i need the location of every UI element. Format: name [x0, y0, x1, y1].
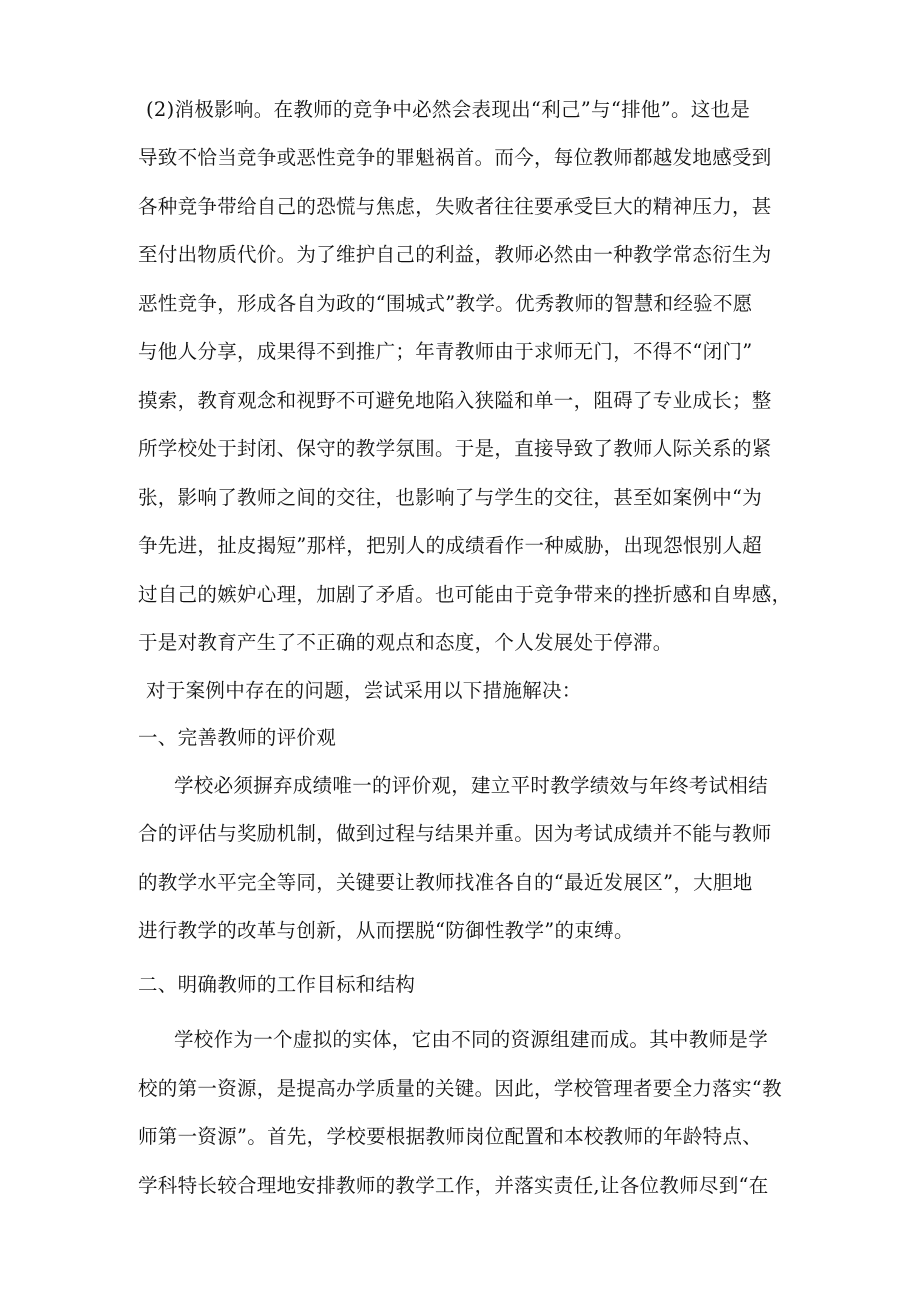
text-line: 至付出物质代价。为了维护自己的利益，教师必然由一种教学常态衍生为 — [138, 243, 772, 266]
text-line: 学校必须摒弃成绩唯一的评价观，建立平时教学绩效与年终考试相结 — [174, 774, 769, 797]
text-line: 张，影响了教师之间的交往，也影响了与学生的交往，甚至如案例中“为 — [138, 486, 763, 509]
text-line: 进行教学的改革与创新，从而摆脱“防御性教学”的束缚。 — [138, 919, 634, 942]
text-line: 导致不恰当竞争或恶性竞争的罪魁祸首。而今，每位教师都越发地感受到 — [138, 146, 772, 169]
text-line: 争先进，扯皮揭短”那样，把别人的成绩看作一种威胁，出现怨恨别人超 — [138, 534, 763, 557]
text-line: 的教学水平完全等同，关键要让教师找准各自的“最近发展区”，大胆地 — [138, 871, 753, 894]
text-line: 学校作为一个虚拟的实体，它由不同的资源组建而成。其中教师是学 — [174, 1028, 769, 1051]
text-line: 合的评估与奖励机制，做到过程与结果并重。因为考试成绩并不能与教师 — [138, 822, 772, 845]
text-line: 学科特长较合理地安排教师的教学工作，并落实责任,让各位教师尽到“在 — [138, 1174, 769, 1197]
text-line: 与他人分享，成果得不到推广；年青教师由于求师无门，不得不“闭门” — [138, 340, 753, 363]
text-line: 过自己的嫉妒心理，加剧了矛盾。也可能由于竞争带来的挫折感和自卑感， — [138, 583, 792, 606]
text-line: 对于案例中存在的问题，尝试采用以下措施解决： — [146, 679, 582, 702]
text-line: 所学校处于封闭、保守的教学氛围。于是，直接导致了教师人际关系的紧 — [138, 437, 772, 460]
section-heading: 一、完善教师的评价观 — [138, 726, 337, 749]
text-line: 师第一资源”。首先，学校要根据教师岗位配置和本校教师的年龄特点、 — [138, 1125, 763, 1148]
text-line: 恶性竞争，形成各自为政的“围城式”教学。优秀教师的智慧和经验不愿 — [138, 292, 753, 315]
text-line: 摸索，教育观念和视野不可避免地陷入狭隘和单一，阻碍了专业成长；整 — [138, 389, 772, 412]
section-heading: 二、明确教师的工作目标和结构 — [138, 973, 416, 996]
text-line: 于是对教育产生了不正确的观点和态度，个人发展处于停滞。 — [138, 631, 673, 654]
text-line: 各种竞争带给自己的恐慌与焦虑，失败者往往要承受巨大的精神压力，甚 — [138, 195, 772, 218]
text-line: (2)消极影响。在教师的竞争中必然会表现出“利己”与“排他”。这也是 — [146, 98, 751, 121]
text-line: 校的第一资源，是提高办学质量的关键。因此，学校管理者要全力落实“教 — [138, 1077, 782, 1100]
